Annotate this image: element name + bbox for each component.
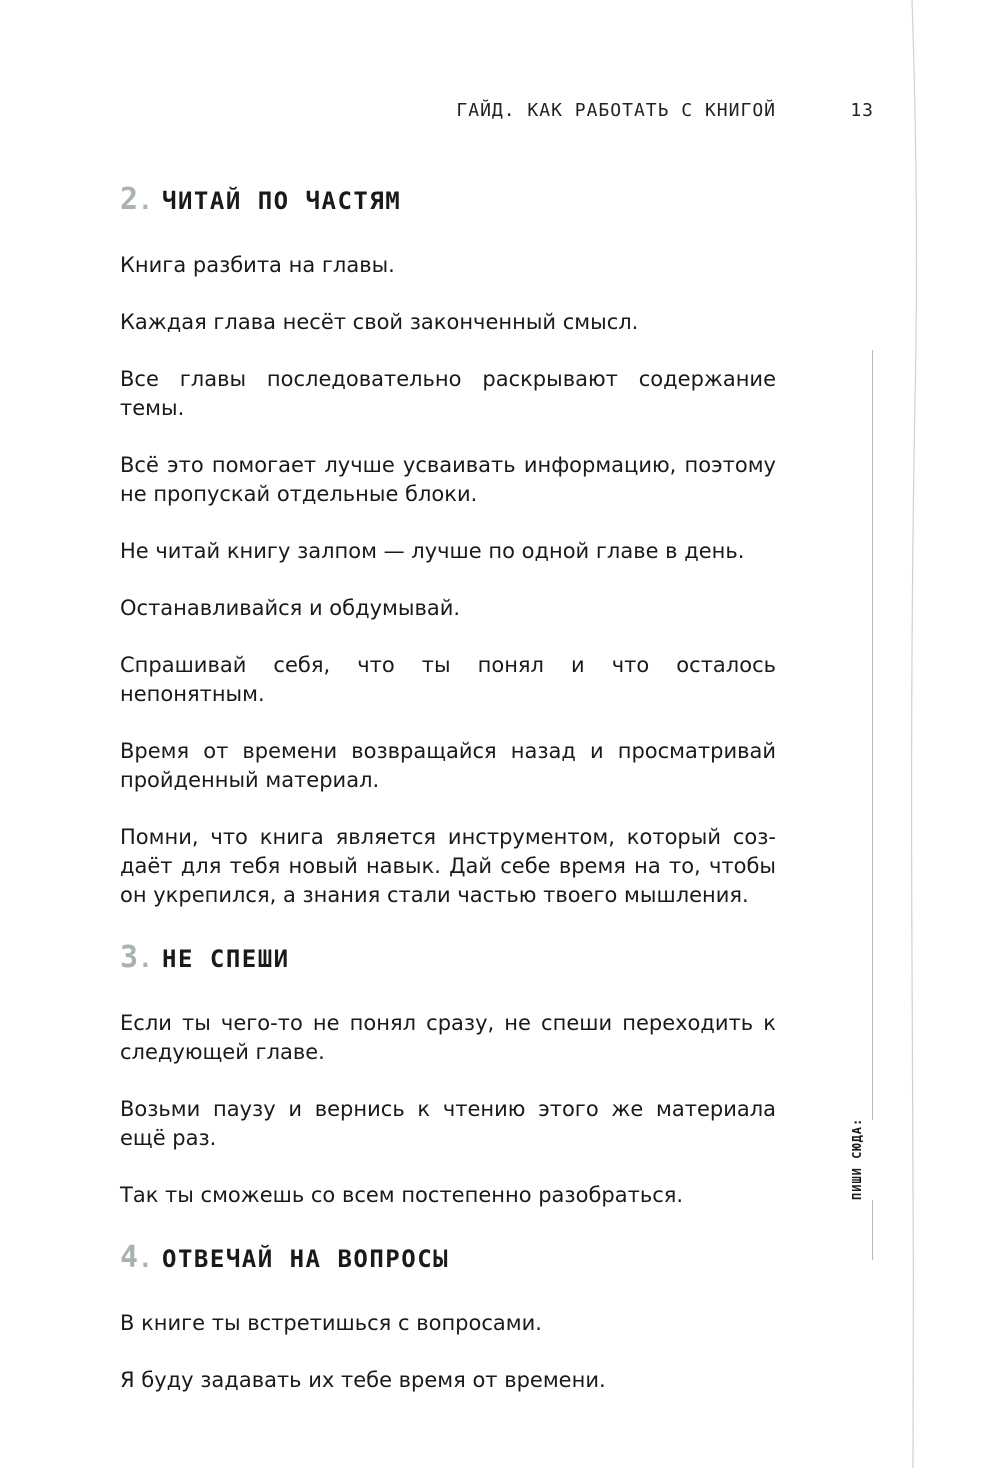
section-heading (120, 938, 776, 979)
paragraph: Так ты сможешь со всем постепенно разобраться. (120, 1183, 684, 1207)
paragraph: Останавливайся и обдумывай. (120, 596, 461, 620)
paragraph: Если ты чего-то не понял сразу, не спеши переходить к следующей главе. (120, 1011, 776, 1064)
margin-writing-line (872, 350, 873, 1120)
paragraph: Всё это помогает лучше усваивать информацию, поэтому не пропускай отдельные блоки. (120, 453, 776, 506)
section-number: 2 (120, 182, 139, 217)
paragraph: Помни, что книга является инструментом, который соз-дaёт для тебя новый навык. Дай себе время на то, чтобы он укрепился, а знания стали частью твоего мышления. (120, 825, 776, 907)
paragraph: Возьми паузу и вернись к чтению этого же материала ещё раз. (120, 1097, 776, 1150)
paragraph: Время от времени возвращайся назад и просматривай пройденный материал. (120, 739, 776, 792)
paragraph: Все главы последовательно раскрывают содержание темы. (120, 367, 776, 420)
section-answer-questions (120, 1238, 776, 1395)
section-number: 4 (120, 1240, 139, 1275)
running-title: ГАЙД. КАК РАБОТАТЬ С КНИГОЙ (456, 100, 776, 121)
page-edge-curve (900, 0, 930, 1468)
section-number-dot: . (138, 1245, 155, 1273)
margin-note-label: ПИШИ СЮДА: (850, 1117, 864, 1200)
section-title: НЕ СПЕШИ (162, 945, 290, 973)
paragraph: Я буду задавать их тебе время от времени. (120, 1368, 606, 1392)
paragraph: Не читай книгу залпом — лучше по одной главе в день. (120, 539, 745, 563)
section-number: 3 (120, 940, 139, 975)
section-number-dot: . (138, 945, 155, 973)
section-heading (120, 180, 776, 221)
section-dont-rush (120, 938, 776, 1210)
paragraph: Спрашивай себя, что ты понял и что осталось непонятным. (120, 653, 776, 706)
page-number: 13 (850, 100, 874, 121)
section-title: ОТВЕЧАЙ НА ВОПРОСЫ (162, 1245, 450, 1273)
section-number-dot: . (138, 187, 155, 215)
paragraph: В книге ты встретишься с вопросами. (120, 1311, 542, 1335)
section-title: ЧИТАЙ ПО ЧАСТЯМ (162, 187, 402, 215)
section-heading (120, 1238, 776, 1279)
paragraph: Книга разбита на главы. (120, 253, 395, 277)
running-head (120, 100, 876, 126)
paragraph: Каждая глава несёт свой законченный смысл. (120, 310, 639, 334)
page-content (120, 180, 776, 1423)
margin-notes-area[interactable] (846, 350, 886, 1260)
margin-writing-line-lower (872, 1200, 873, 1260)
section-read-in-parts (120, 180, 776, 910)
